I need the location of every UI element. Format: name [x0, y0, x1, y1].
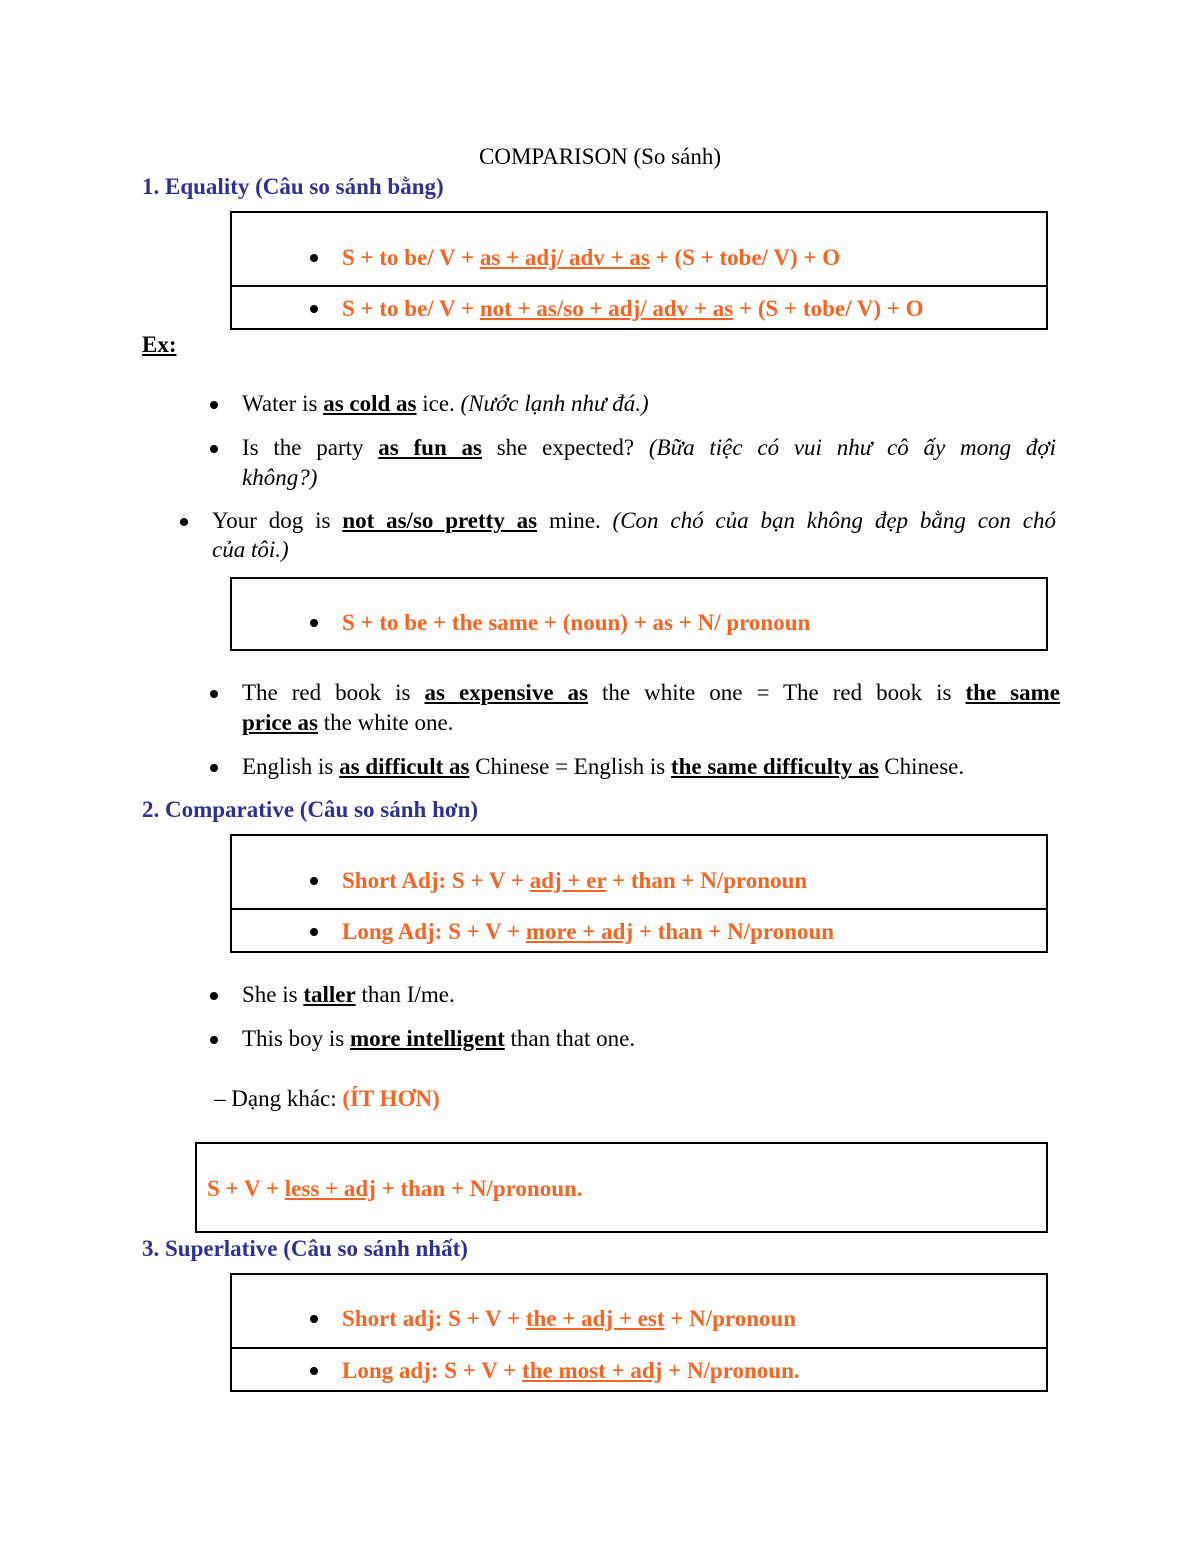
bullet-icon — [210, 992, 218, 1000]
bullet-icon — [310, 254, 318, 262]
document-title: COMPARISON (So sánh) — [479, 144, 721, 169]
other-form-line: – Dạng khác: (ÍT HƠN) — [214, 1086, 440, 1111]
superlative-formula-box — [230, 1273, 1048, 1392]
formula-text: S + to be + the same + (noun) + as + N/ pronoun — [342, 610, 811, 635]
example-label: Ex: — [142, 332, 177, 357]
comparative-formula-box — [230, 834, 1048, 953]
list-item: The red book is as expensive as the white one = The red book is the same — [242, 678, 1060, 708]
list-item-continuation: của tôi.) — [212, 537, 289, 562]
formula-row — [232, 579, 1046, 649]
bullet-icon — [210, 690, 218, 698]
same-formula-box — [230, 577, 1048, 651]
formula-row — [232, 213, 1046, 285]
formula-row — [232, 1347, 1046, 1391]
formula-text: S + to be/ V + not + as/so + adj/ adv + as + (S + tobe/ V) + O — [342, 296, 924, 321]
bullet-icon — [210, 401, 218, 409]
list-item-continuation: price as the white one. — [242, 710, 454, 735]
bullet-icon — [310, 619, 318, 627]
bullet-icon — [180, 518, 188, 526]
formula-text: Long Adj: S + V + more + adj + than + N/pronoun — [342, 919, 835, 944]
formula-text: Long adj: S + V + the most + adj + N/pronoun. — [342, 1358, 800, 1383]
list-item-continuation: không?) — [242, 465, 318, 490]
formula-row — [197, 1144, 1046, 1231]
list-item: English is as difficult as Chinese = English is the same difficulty as Chinese. — [242, 752, 1072, 782]
section-heading-superlative: 3. Superlative (Câu so sánh nhất) — [142, 1236, 468, 1261]
bullet-icon — [310, 305, 318, 313]
bullet-icon — [310, 1315, 318, 1323]
bullet-icon — [210, 764, 218, 772]
bullet-icon — [210, 445, 218, 453]
bullet-icon — [210, 1036, 218, 1044]
formula-row — [232, 1275, 1046, 1347]
formula-row — [232, 836, 1046, 908]
formula-row — [232, 285, 1046, 329]
formula-text: S + V + less + adj + than + N/pronoun. — [207, 1176, 583, 1201]
list-item: Water is as cold as ice. (Nước lạnh như đá.) — [242, 389, 1062, 419]
formula-row — [232, 908, 1046, 952]
list-item: She is taller than I/me. — [242, 980, 455, 1010]
list-item: Your dog is not as/so pretty as mine. (Con chó của bạn không đẹp bằng con chó — [212, 506, 1056, 536]
formula-text: S + to be/ V + as + adj/ adv + as + (S + tobe/ V) + O — [342, 245, 841, 270]
list-item: Is the party as fun as she expected? (Bữa tiệc có vui như cô ấy mong đợi — [242, 433, 1056, 463]
bullet-icon — [310, 1367, 318, 1375]
bullet-icon — [310, 928, 318, 936]
list-item: This boy is more intelligent than that one. — [242, 1024, 635, 1054]
less-formula-box — [195, 1142, 1048, 1233]
formula-text: Short Adj: S + V + adj + er + than + N/pronoun — [342, 868, 808, 893]
section-heading-equality: 1. Equality (Câu so sánh bằng) — [142, 174, 444, 199]
bullet-icon — [310, 877, 318, 885]
equality-formula-box — [230, 211, 1048, 330]
section-heading-comparative: 2. Comparative (Câu so sánh hơn) — [142, 797, 479, 822]
formula-text: Short adj: S + V + the + adj + est + N/pronoun — [342, 1306, 797, 1331]
